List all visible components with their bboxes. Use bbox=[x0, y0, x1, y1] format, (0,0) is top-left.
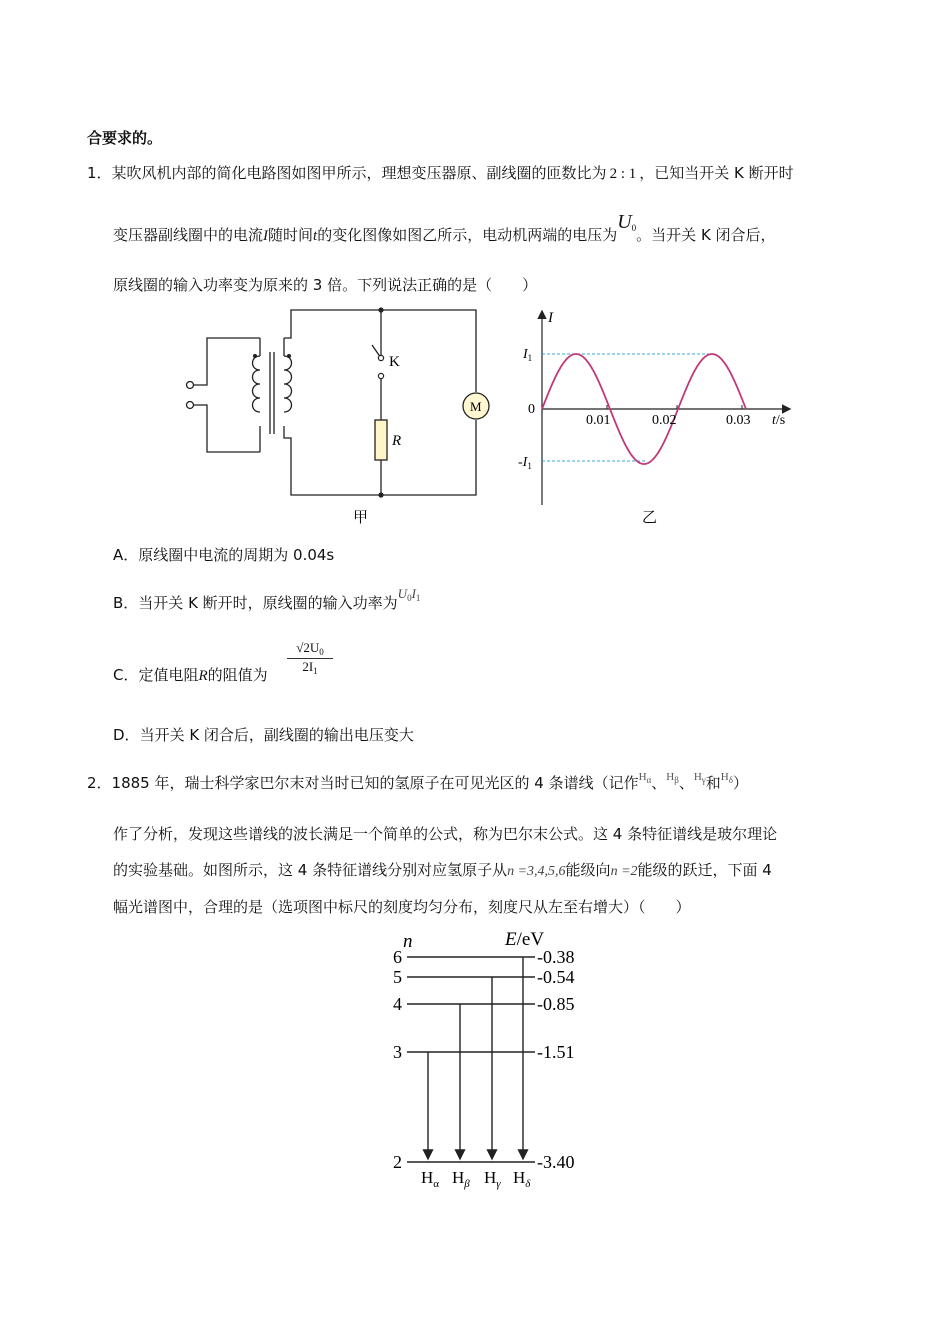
caption-yi: 乙 bbox=[642, 510, 658, 526]
q1-number: 1． bbox=[87, 164, 112, 182]
primary-coil bbox=[253, 356, 261, 412]
label-negI1: $-I_1$ bbox=[518, 455, 532, 471]
label-H-beta: $H_\beta$ bbox=[452, 1168, 470, 1190]
secondary-coil bbox=[284, 356, 292, 412]
level-n: 5 bbox=[393, 967, 402, 987]
resistor-R bbox=[375, 420, 387, 460]
section-heading: 合要求的。 bbox=[87, 129, 163, 147]
option-D[interactable]: D．当开关 K 闭合后，副线圈的输出电压变大 bbox=[113, 726, 414, 744]
q1-line2: 变压器副线圈中的电流I随时间t的变化图像如图乙所示，电动机两端的电压为$U_0$。当开关 K 闭合后， bbox=[113, 211, 776, 244]
tick-label: 0.01 bbox=[586, 413, 611, 428]
motor-voltage: $U_0$ bbox=[617, 211, 637, 233]
label-M: M bbox=[470, 399, 482, 414]
caption-jia: 甲 bbox=[353, 510, 369, 526]
option-B[interactable]: B．当开关 K 断开时，原线圈的输入功率为$U_0I_1$ bbox=[113, 586, 421, 612]
y-axis-label: I bbox=[548, 310, 553, 326]
E-label: E/eV bbox=[505, 929, 545, 950]
q2-line3: 的实验基础。如图所示，这 4 条特征谱线分别对应氢原子从n =3,4,5,6能级向n =2能级的跃迁，下面 4 bbox=[113, 861, 772, 879]
q2-line1: 2．1885 年，瑞士科学家巴尔末对当时已知的氢原子在可见光区的 4 条谱线（记作$^{H_\alpha}$、$^{H_\beta}$、$^{H_\gamma}$和$^{H_\delta}$） bbox=[87, 771, 748, 792]
energy-level-diagram bbox=[385, 925, 600, 1195]
q1-line3: 原线圈的输入功率变为原来的 3 倍。下列说法正确的是（ ） bbox=[113, 276, 538, 294]
label-K: K bbox=[389, 354, 400, 370]
level-n: 2 bbox=[393, 1152, 402, 1172]
level-n: 6 bbox=[393, 947, 402, 967]
level-n: 3 bbox=[393, 1042, 402, 1062]
power-expr: $U_0I_1$ bbox=[397, 586, 421, 603]
level-E: -0.54 bbox=[537, 967, 575, 987]
x-axis-label: t/s bbox=[772, 413, 786, 428]
fraction-R: $√2U_0$ $2I_1$ bbox=[287, 640, 333, 676]
n-label: n bbox=[403, 931, 413, 952]
q2-number: 2． bbox=[87, 774, 112, 792]
q2-line2: 作了分析，发现这些谱线的波长满足一个简单的公式，称为巴尔末公式。这 4 条特征谱线是玻尔理论 bbox=[113, 825, 778, 843]
var-t: t bbox=[313, 228, 318, 244]
q1-line1: 1．某吹风机内部的简化电路图如图甲所示，理想变压器原、副线圈的匝数比为 2 : 1 ，已知当开关 K 断开时 bbox=[87, 164, 794, 182]
label-H-alpha: $H_\alpha$ bbox=[421, 1168, 440, 1190]
input-terminal-bottom bbox=[187, 402, 194, 409]
label-R: R bbox=[392, 433, 402, 449]
var-I: I bbox=[263, 228, 269, 244]
origin-label: 0 bbox=[528, 402, 535, 417]
level-E: -3.40 bbox=[537, 1152, 575, 1172]
label-H-gamma: $H_\gamma$ bbox=[484, 1168, 501, 1190]
turns-ratio: 2 : 1 bbox=[609, 166, 637, 182]
level-E: -0.38 bbox=[537, 947, 575, 967]
option-C[interactable]: C．定值电阻R的阻值为 bbox=[113, 666, 268, 684]
level-n: 4 bbox=[393, 994, 402, 1014]
input-terminal-top bbox=[187, 382, 194, 389]
tick-label: 0.02 bbox=[652, 413, 677, 428]
label-H-delta: $H_\delta$ bbox=[513, 1168, 531, 1190]
level-E: -1.51 bbox=[537, 1042, 575, 1062]
level-E: -0.85 bbox=[537, 994, 575, 1014]
label-I1: $I_1$ bbox=[523, 347, 533, 363]
circuit-diagram bbox=[180, 300, 500, 530]
option-A[interactable]: A．原线圈中电流的周期为 0.04s bbox=[113, 546, 335, 564]
tick-label: 0.03 bbox=[726, 413, 751, 428]
q2-line4: 幅光谱图中，合理的是（选项图中标尺的刻度均匀分布，刻度尺从左至右增大）（ ） bbox=[113, 898, 691, 916]
current-graph bbox=[515, 300, 805, 530]
